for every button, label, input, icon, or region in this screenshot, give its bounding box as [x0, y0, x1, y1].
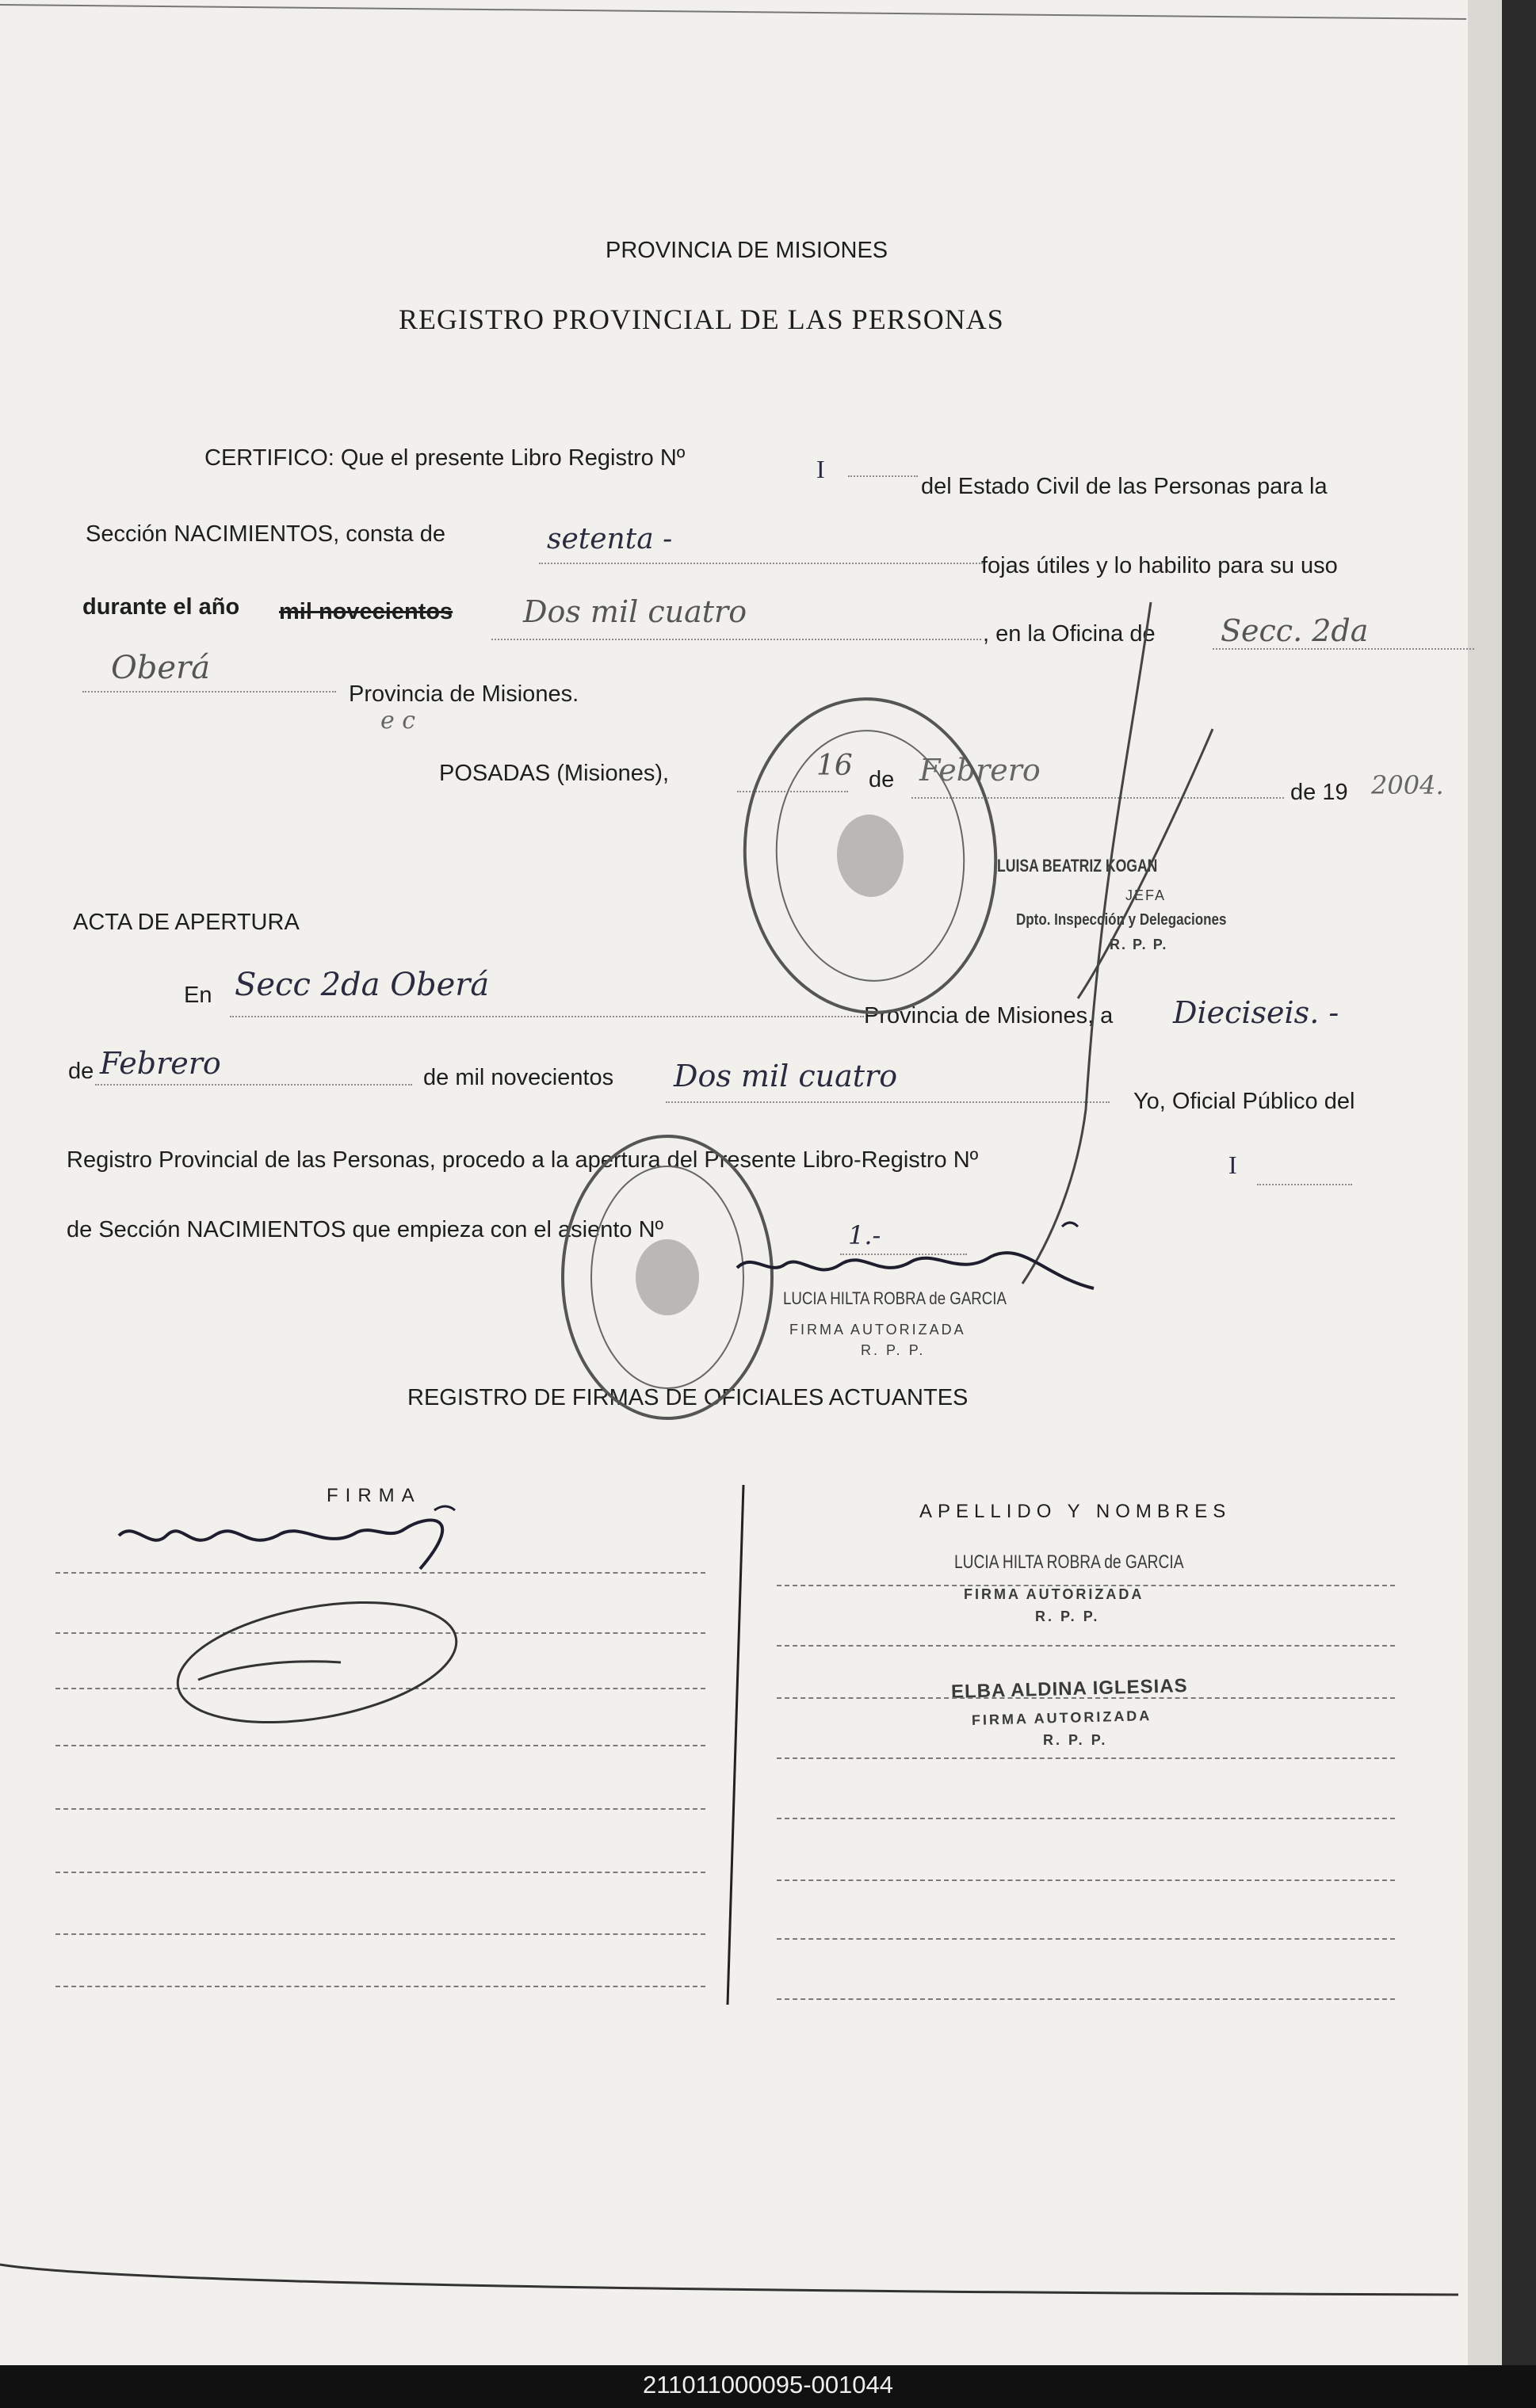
province-heading: PROVINCIA DE MISIONES [606, 238, 888, 263]
bottom-rule [0, 2265, 1458, 2295]
cert-line2-post: fojas útiles y lo habilito para su uso [981, 553, 1338, 578]
lucia-firma-stamp: FIRMA AUTORIZADA [789, 1322, 966, 1338]
fojas-handwritten: setenta - [547, 523, 673, 555]
cert-line2-pre: Sección NACIMIENTOS, consta de [86, 521, 445, 547]
column-divider [728, 1485, 743, 2005]
officer-row-elba-rpp: R. P. P. [1043, 1732, 1108, 1748]
struck-text: mil novecientos [279, 599, 453, 624]
opening-year-handwritten: Dos mil cuatro [674, 1059, 898, 1093]
kogan-name-stamp: LUISA BEATRIZ KOGAN [997, 856, 1158, 876]
lucia-signature-acta [737, 1253, 1094, 1288]
round-stamp-obera [563, 1136, 772, 1418]
opening-year-pre: de mil novecientos [423, 1065, 614, 1090]
cert-line3-pre: durante el año [82, 594, 240, 620]
officer-row-lucia-firma: FIRMA AUTORIZADA [964, 1586, 1144, 1602]
firma-signature [119, 1520, 442, 1569]
office-handwritten: Secc. 2da [1221, 613, 1369, 648]
officer-row-elba-name: ELBA ALDINA IGLESIAS [950, 1675, 1188, 1703]
opening-de: de [68, 1059, 94, 1084]
opening-book-number: I [1228, 1151, 1237, 1179]
cert-line3-post: , en la Oficina de [983, 621, 1156, 647]
full-year-handwritten: 2004. [1371, 770, 1444, 800]
officers-title: REGISTRO DE FIRMAS DE OFICIALES ACTUANTES [407, 1385, 969, 1410]
office-handwritten-2: Oberá [111, 650, 211, 686]
opening-line4: de Sección NACIMIENTOS que empieza con el asiento Nº [67, 1217, 664, 1242]
opening-day-handwritten: Dieciseis. - [1173, 995, 1339, 1030]
lucia-rpp-stamp: R. P. P. [861, 1342, 926, 1358]
opening-month-handwritten: Febrero [100, 1046, 221, 1081]
place-label: POSADAS (Misiones), [439, 761, 670, 786]
kogan-dept-stamp: Dpto. Inspección y Delegaciones [1016, 911, 1227, 929]
top-border-line [0, 5, 1466, 19]
col-right-header: APELLIDO Y NOMBRES [919, 1501, 1232, 1522]
ec-handwritten: e c [380, 707, 416, 735]
kogan-role-stamp: JEFA [1125, 887, 1167, 903]
year-handwritten: Dos mil cuatro [523, 594, 747, 629]
book-number-handwritten: I [816, 455, 825, 483]
cert-line1-pre: CERTIFICO: Que el presente Libro Registro Nº [204, 445, 686, 471]
opening-prov: Provincia de Misiones, a [864, 1003, 1114, 1028]
officer-row-elba-firma: FIRMA AUTORIZADA [971, 1708, 1152, 1728]
kogan-rpp-stamp: R. P. P. [1110, 937, 1168, 952]
opening-entry-handwritten: 1.- [848, 1220, 881, 1250]
registry-heading: REGISTRO PROVINCIAL DE LAS PERSONAS [399, 303, 1004, 335]
signature-stroke [1022, 602, 1151, 1284]
year-label: de 19 [1290, 780, 1348, 805]
de-label: de [869, 767, 895, 792]
opening-officer: Yo, Oficial Público del [1133, 1089, 1355, 1114]
lucia-name-stamp: LUCIA HILTA ROBRA de GARCIA [783, 1288, 1007, 1308]
month-handwritten: Febrero [919, 753, 1041, 788]
document-id: 211011000095-001044 [642, 2371, 894, 2398]
day-handwritten: 16 [816, 750, 853, 782]
cert-line1-post: del Estado Civil de las Personas para la [921, 474, 1328, 499]
officer-row-lucia-name: LUCIA HILTA ROBRA de GARCIA [954, 1551, 1184, 1573]
opening-office-handwritten: Secc 2da Oberá [235, 967, 490, 1003]
round-stamp-registro [735, 690, 1007, 1021]
opening-line3: Registro Provincial de las Personas, procedo a la apertura del Presente Libro-Registro Nº [67, 1147, 979, 1173]
opening-en: En [184, 983, 212, 1008]
officer-row-lucia-rpp: R. P. P. [1035, 1609, 1100, 1624]
cert-line4-post: Provincia de Misiones. [349, 681, 579, 707]
opening-title: ACTA DE APERTURA [73, 910, 300, 935]
col-left-header: FIRMA [327, 1485, 422, 1506]
